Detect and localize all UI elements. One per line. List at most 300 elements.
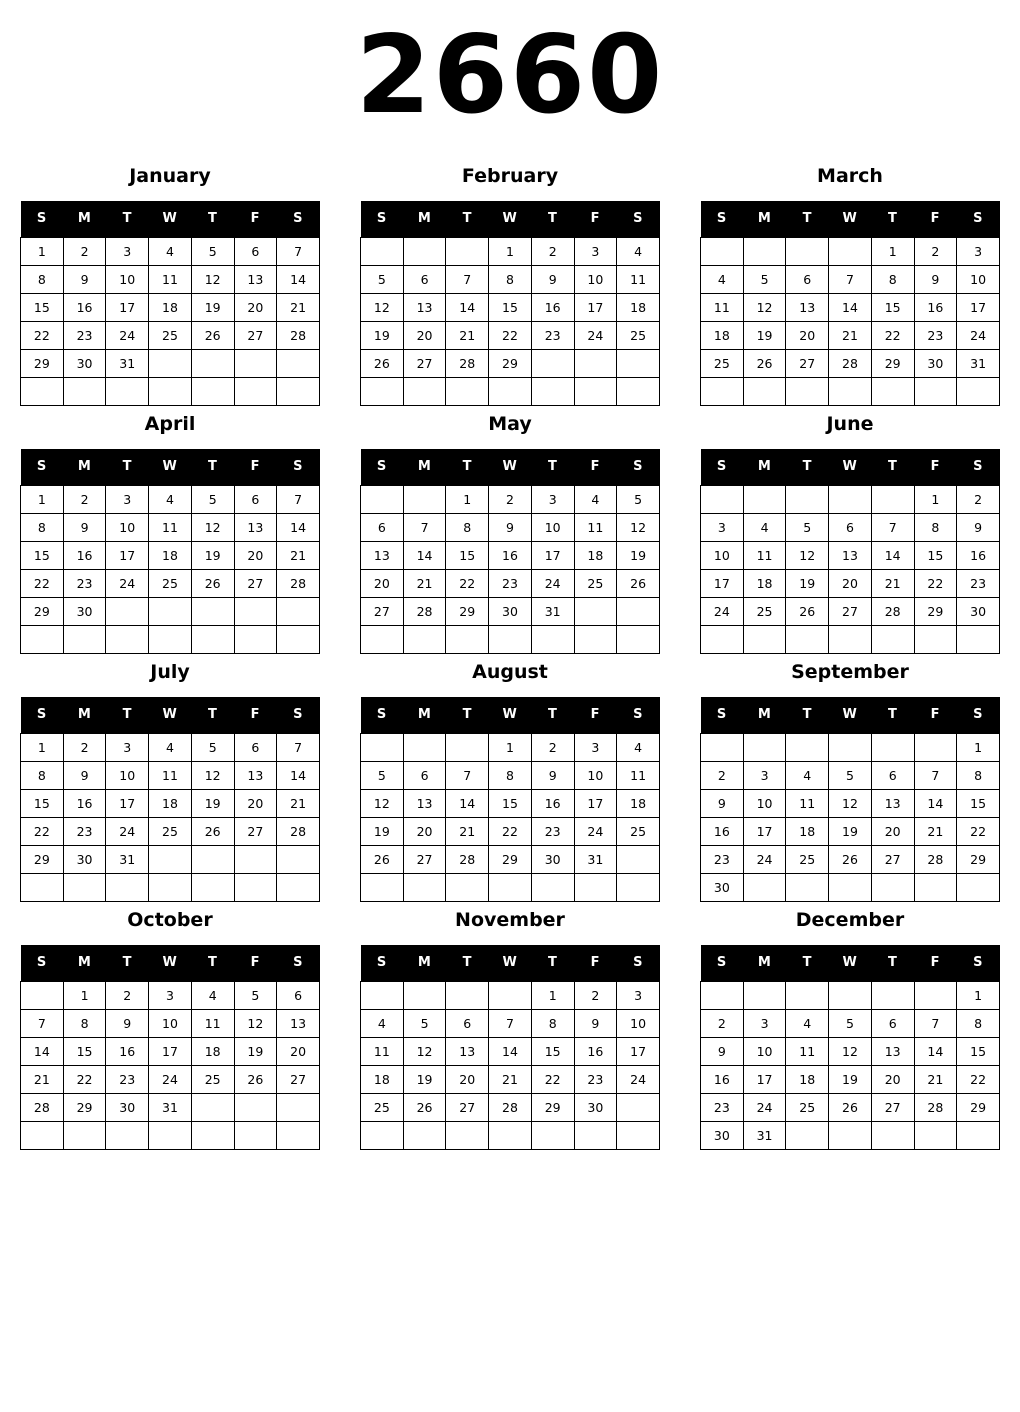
- day-cell[interactable]: 29: [21, 597, 64, 625]
- day-cell[interactable]: 18: [361, 1065, 404, 1093]
- day-cell[interactable]: 9: [531, 265, 574, 293]
- day-cell[interactable]: 12: [361, 789, 404, 817]
- day-cell[interactable]: 26: [191, 321, 234, 349]
- day-cell[interactable]: 8: [21, 761, 64, 789]
- day-cell[interactable]: 5: [786, 513, 829, 541]
- day-cell[interactable]: 17: [574, 789, 617, 817]
- day-cell[interactable]: 11: [617, 265, 660, 293]
- day-cell[interactable]: 5: [361, 265, 404, 293]
- day-cell[interactable]: 25: [149, 817, 192, 845]
- day-cell[interactable]: 24: [574, 817, 617, 845]
- day-cell[interactable]: 24: [743, 1093, 786, 1121]
- day-cell[interactable]: 24: [106, 569, 149, 597]
- day-cell[interactable]: 17: [743, 817, 786, 845]
- day-cell[interactable]: 4: [701, 265, 744, 293]
- day-cell[interactable]: 18: [786, 817, 829, 845]
- day-cell[interactable]: 25: [786, 845, 829, 873]
- day-cell[interactable]: 24: [531, 569, 574, 597]
- day-cell[interactable]: 20: [871, 1065, 914, 1093]
- day-cell[interactable]: 6: [446, 1009, 489, 1037]
- day-cell[interactable]: 21: [277, 789, 320, 817]
- day-cell[interactable]: 6: [234, 485, 277, 513]
- day-cell[interactable]: 11: [361, 1037, 404, 1065]
- day-cell[interactable]: 8: [21, 513, 64, 541]
- day-cell[interactable]: 17: [617, 1037, 660, 1065]
- day-cell[interactable]: 7: [871, 513, 914, 541]
- day-cell[interactable]: 8: [21, 265, 64, 293]
- day-cell[interactable]: 10: [149, 1009, 192, 1037]
- day-cell[interactable]: 30: [63, 845, 106, 873]
- day-cell[interactable]: 10: [106, 265, 149, 293]
- day-cell[interactable]: 23: [63, 569, 106, 597]
- day-cell[interactable]: 3: [743, 761, 786, 789]
- day-cell[interactable]: 1: [957, 733, 1000, 761]
- day-cell[interactable]: 17: [106, 541, 149, 569]
- day-cell[interactable]: 21: [21, 1065, 64, 1093]
- day-cell[interactable]: 23: [957, 569, 1000, 597]
- day-cell[interactable]: 5: [403, 1009, 446, 1037]
- day-cell[interactable]: 16: [106, 1037, 149, 1065]
- day-cell[interactable]: 19: [191, 541, 234, 569]
- day-cell[interactable]: 5: [743, 265, 786, 293]
- day-cell[interactable]: 12: [191, 513, 234, 541]
- day-cell[interactable]: 5: [361, 761, 404, 789]
- day-cell[interactable]: 6: [786, 265, 829, 293]
- day-cell[interactable]: 29: [489, 845, 532, 873]
- day-cell[interactable]: 28: [446, 349, 489, 377]
- day-cell[interactable]: 14: [277, 265, 320, 293]
- day-cell[interactable]: 14: [489, 1037, 532, 1065]
- day-cell[interactable]: 4: [361, 1009, 404, 1037]
- day-cell[interactable]: 3: [701, 513, 744, 541]
- day-cell[interactable]: 9: [574, 1009, 617, 1037]
- day-cell[interactable]: 12: [361, 293, 404, 321]
- day-cell[interactable]: 20: [829, 569, 872, 597]
- day-cell[interactable]: 17: [701, 569, 744, 597]
- day-cell[interactable]: 3: [106, 237, 149, 265]
- day-cell[interactable]: 29: [21, 349, 64, 377]
- day-cell[interactable]: 30: [63, 597, 106, 625]
- day-cell[interactable]: 13: [361, 541, 404, 569]
- day-cell[interactable]: 3: [149, 981, 192, 1009]
- day-cell[interactable]: 26: [617, 569, 660, 597]
- day-cell[interactable]: 11: [191, 1009, 234, 1037]
- day-cell[interactable]: 29: [489, 349, 532, 377]
- day-cell[interactable]: 9: [489, 513, 532, 541]
- day-cell[interactable]: 26: [403, 1093, 446, 1121]
- day-cell[interactable]: 13: [871, 789, 914, 817]
- day-cell[interactable]: 8: [489, 761, 532, 789]
- day-cell[interactable]: 1: [871, 237, 914, 265]
- day-cell[interactable]: 30: [531, 845, 574, 873]
- day-cell[interactable]: 20: [234, 293, 277, 321]
- day-cell[interactable]: 7: [489, 1009, 532, 1037]
- day-cell[interactable]: 26: [191, 569, 234, 597]
- day-cell[interactable]: 11: [701, 293, 744, 321]
- day-cell[interactable]: 10: [701, 541, 744, 569]
- day-cell[interactable]: 27: [871, 1093, 914, 1121]
- day-cell[interactable]: 6: [403, 761, 446, 789]
- day-cell[interactable]: 8: [957, 761, 1000, 789]
- day-cell[interactable]: 10: [574, 265, 617, 293]
- day-cell[interactable]: 20: [277, 1037, 320, 1065]
- day-cell[interactable]: 2: [574, 981, 617, 1009]
- day-cell[interactable]: 23: [489, 569, 532, 597]
- day-cell[interactable]: 26: [191, 817, 234, 845]
- day-cell[interactable]: 3: [574, 733, 617, 761]
- day-cell[interactable]: 11: [149, 761, 192, 789]
- day-cell[interactable]: 22: [957, 817, 1000, 845]
- day-cell[interactable]: 8: [489, 265, 532, 293]
- day-cell[interactable]: 16: [701, 1065, 744, 1093]
- day-cell[interactable]: 21: [914, 1065, 957, 1093]
- day-cell[interactable]: 10: [743, 789, 786, 817]
- day-cell[interactable]: 5: [234, 981, 277, 1009]
- day-cell[interactable]: 22: [489, 817, 532, 845]
- day-cell[interactable]: 26: [786, 597, 829, 625]
- day-cell[interactable]: 23: [531, 817, 574, 845]
- day-cell[interactable]: 14: [871, 541, 914, 569]
- day-cell[interactable]: 8: [957, 1009, 1000, 1037]
- day-cell[interactable]: 7: [277, 485, 320, 513]
- day-cell[interactable]: 14: [277, 761, 320, 789]
- day-cell[interactable]: 15: [489, 293, 532, 321]
- day-cell[interactable]: 5: [191, 237, 234, 265]
- day-cell[interactable]: 18: [617, 293, 660, 321]
- day-cell[interactable]: 26: [234, 1065, 277, 1093]
- day-cell[interactable]: 7: [446, 761, 489, 789]
- day-cell[interactable]: 6: [871, 1009, 914, 1037]
- day-cell[interactable]: 2: [701, 1009, 744, 1037]
- day-cell[interactable]: 22: [21, 321, 64, 349]
- day-cell[interactable]: 1: [21, 237, 64, 265]
- day-cell[interactable]: 10: [617, 1009, 660, 1037]
- day-cell[interactable]: 12: [234, 1009, 277, 1037]
- day-cell[interactable]: 28: [277, 569, 320, 597]
- day-cell[interactable]: 16: [957, 541, 1000, 569]
- day-cell[interactable]: 20: [871, 817, 914, 845]
- day-cell[interactable]: 24: [574, 321, 617, 349]
- day-cell[interactable]: 12: [829, 789, 872, 817]
- day-cell[interactable]: 19: [786, 569, 829, 597]
- day-cell[interactable]: 21: [403, 569, 446, 597]
- day-cell[interactable]: 12: [743, 293, 786, 321]
- day-cell[interactable]: 13: [446, 1037, 489, 1065]
- day-cell[interactable]: 7: [829, 265, 872, 293]
- day-cell[interactable]: 19: [361, 817, 404, 845]
- day-cell[interactable]: 27: [234, 569, 277, 597]
- day-cell[interactable]: 22: [531, 1065, 574, 1093]
- day-cell[interactable]: 4: [617, 237, 660, 265]
- day-cell[interactable]: 28: [277, 817, 320, 845]
- day-cell[interactable]: 27: [361, 597, 404, 625]
- day-cell[interactable]: 30: [106, 1093, 149, 1121]
- day-cell[interactable]: 15: [446, 541, 489, 569]
- day-cell[interactable]: 8: [871, 265, 914, 293]
- day-cell[interactable]: 13: [234, 265, 277, 293]
- day-cell[interactable]: 4: [743, 513, 786, 541]
- day-cell[interactable]: 8: [446, 513, 489, 541]
- day-cell[interactable]: 1: [489, 237, 532, 265]
- day-cell[interactable]: 30: [914, 349, 957, 377]
- day-cell[interactable]: 30: [701, 873, 744, 901]
- day-cell[interactable]: 23: [106, 1065, 149, 1093]
- day-cell[interactable]: 19: [191, 293, 234, 321]
- day-cell[interactable]: 14: [914, 1037, 957, 1065]
- day-cell[interactable]: 11: [786, 789, 829, 817]
- day-cell[interactable]: 7: [277, 733, 320, 761]
- day-cell[interactable]: 7: [277, 237, 320, 265]
- day-cell[interactable]: 8: [63, 1009, 106, 1037]
- day-cell[interactable]: 12: [191, 761, 234, 789]
- day-cell[interactable]: 13: [871, 1037, 914, 1065]
- day-cell[interactable]: 21: [871, 569, 914, 597]
- day-cell[interactable]: 23: [914, 321, 957, 349]
- day-cell[interactable]: 24: [149, 1065, 192, 1093]
- day-cell[interactable]: 1: [914, 485, 957, 513]
- day-cell[interactable]: 28: [914, 845, 957, 873]
- day-cell[interactable]: 1: [21, 485, 64, 513]
- day-cell[interactable]: 9: [914, 265, 957, 293]
- day-cell[interactable]: 16: [489, 541, 532, 569]
- day-cell[interactable]: 18: [149, 789, 192, 817]
- day-cell[interactable]: 4: [617, 733, 660, 761]
- day-cell[interactable]: 2: [914, 237, 957, 265]
- day-cell[interactable]: 28: [829, 349, 872, 377]
- day-cell[interactable]: 11: [149, 265, 192, 293]
- day-cell[interactable]: 25: [701, 349, 744, 377]
- day-cell[interactable]: 9: [106, 1009, 149, 1037]
- day-cell[interactable]: 30: [957, 597, 1000, 625]
- day-cell[interactable]: 29: [957, 845, 1000, 873]
- day-cell[interactable]: 19: [743, 321, 786, 349]
- day-cell[interactable]: 11: [786, 1037, 829, 1065]
- day-cell[interactable]: 30: [701, 1121, 744, 1149]
- day-cell[interactable]: 18: [149, 541, 192, 569]
- day-cell[interactable]: 9: [63, 761, 106, 789]
- day-cell[interactable]: 30: [63, 349, 106, 377]
- day-cell[interactable]: 21: [446, 817, 489, 845]
- day-cell[interactable]: 16: [531, 789, 574, 817]
- day-cell[interactable]: 21: [277, 293, 320, 321]
- day-cell[interactable]: 3: [531, 485, 574, 513]
- day-cell[interactable]: 14: [446, 789, 489, 817]
- day-cell[interactable]: 14: [914, 789, 957, 817]
- day-cell[interactable]: 19: [829, 817, 872, 845]
- day-cell[interactable]: 3: [617, 981, 660, 1009]
- day-cell[interactable]: 23: [63, 817, 106, 845]
- day-cell[interactable]: 23: [701, 1093, 744, 1121]
- day-cell[interactable]: 25: [361, 1093, 404, 1121]
- day-cell[interactable]: 26: [829, 845, 872, 873]
- day-cell[interactable]: 25: [743, 597, 786, 625]
- day-cell[interactable]: 6: [871, 761, 914, 789]
- day-cell[interactable]: 1: [63, 981, 106, 1009]
- day-cell[interactable]: 13: [403, 789, 446, 817]
- day-cell[interactable]: 4: [191, 981, 234, 1009]
- day-cell[interactable]: 15: [21, 789, 64, 817]
- day-cell[interactable]: 15: [957, 1037, 1000, 1065]
- day-cell[interactable]: 15: [489, 789, 532, 817]
- day-cell[interactable]: 15: [871, 293, 914, 321]
- day-cell[interactable]: 6: [361, 513, 404, 541]
- day-cell[interactable]: 29: [914, 597, 957, 625]
- day-cell[interactable]: 20: [403, 321, 446, 349]
- day-cell[interactable]: 20: [786, 321, 829, 349]
- day-cell[interactable]: 13: [234, 513, 277, 541]
- day-cell[interactable]: 15: [914, 541, 957, 569]
- day-cell[interactable]: 26: [743, 349, 786, 377]
- day-cell[interactable]: 23: [63, 321, 106, 349]
- day-cell[interactable]: 7: [914, 1009, 957, 1037]
- day-cell[interactable]: 31: [531, 597, 574, 625]
- day-cell[interactable]: 1: [531, 981, 574, 1009]
- day-cell[interactable]: 15: [21, 541, 64, 569]
- day-cell[interactable]: 20: [446, 1065, 489, 1093]
- day-cell[interactable]: 28: [871, 597, 914, 625]
- day-cell[interactable]: 5: [829, 761, 872, 789]
- day-cell[interactable]: 16: [531, 293, 574, 321]
- day-cell[interactable]: 10: [106, 761, 149, 789]
- day-cell[interactable]: 20: [234, 789, 277, 817]
- day-cell[interactable]: 29: [21, 845, 64, 873]
- day-cell[interactable]: 25: [574, 569, 617, 597]
- day-cell[interactable]: 26: [361, 349, 404, 377]
- day-cell[interactable]: 2: [957, 485, 1000, 513]
- day-cell[interactable]: 30: [489, 597, 532, 625]
- day-cell[interactable]: 16: [914, 293, 957, 321]
- day-cell[interactable]: 1: [21, 733, 64, 761]
- day-cell[interactable]: 3: [574, 237, 617, 265]
- day-cell[interactable]: 19: [829, 1065, 872, 1093]
- day-cell[interactable]: 25: [149, 569, 192, 597]
- day-cell[interactable]: 24: [957, 321, 1000, 349]
- day-cell[interactable]: 29: [446, 597, 489, 625]
- day-cell[interactable]: 24: [743, 845, 786, 873]
- day-cell[interactable]: 24: [106, 817, 149, 845]
- day-cell[interactable]: 25: [786, 1093, 829, 1121]
- day-cell[interactable]: 19: [234, 1037, 277, 1065]
- day-cell[interactable]: 9: [957, 513, 1000, 541]
- day-cell[interactable]: 17: [106, 293, 149, 321]
- day-cell[interactable]: 16: [701, 817, 744, 845]
- day-cell[interactable]: 9: [63, 513, 106, 541]
- day-cell[interactable]: 25: [617, 321, 660, 349]
- day-cell[interactable]: 1: [489, 733, 532, 761]
- day-cell[interactable]: 27: [786, 349, 829, 377]
- day-cell[interactable]: 22: [957, 1065, 1000, 1093]
- day-cell[interactable]: 23: [701, 845, 744, 873]
- day-cell[interactable]: 21: [277, 541, 320, 569]
- day-cell[interactable]: 10: [574, 761, 617, 789]
- day-cell[interactable]: 17: [106, 789, 149, 817]
- day-cell[interactable]: 6: [234, 237, 277, 265]
- day-cell[interactable]: 15: [531, 1037, 574, 1065]
- day-cell[interactable]: 25: [617, 817, 660, 845]
- day-cell[interactable]: 12: [617, 513, 660, 541]
- day-cell[interactable]: 17: [957, 293, 1000, 321]
- day-cell[interactable]: 9: [531, 761, 574, 789]
- day-cell[interactable]: 23: [531, 321, 574, 349]
- day-cell[interactable]: 18: [786, 1065, 829, 1093]
- day-cell[interactable]: 2: [63, 237, 106, 265]
- day-cell[interactable]: 29: [871, 349, 914, 377]
- day-cell[interactable]: 29: [63, 1093, 106, 1121]
- day-cell[interactable]: 12: [403, 1037, 446, 1065]
- day-cell[interactable]: 13: [786, 293, 829, 321]
- day-cell[interactable]: 19: [361, 321, 404, 349]
- day-cell[interactable]: 13: [403, 293, 446, 321]
- day-cell[interactable]: 24: [617, 1065, 660, 1093]
- day-cell[interactable]: 22: [871, 321, 914, 349]
- day-cell[interactable]: 20: [361, 569, 404, 597]
- day-cell[interactable]: 4: [149, 485, 192, 513]
- day-cell[interactable]: 6: [277, 981, 320, 1009]
- day-cell[interactable]: 12: [829, 1037, 872, 1065]
- day-cell[interactable]: 29: [957, 1093, 1000, 1121]
- day-cell[interactable]: 3: [957, 237, 1000, 265]
- day-cell[interactable]: 5: [829, 1009, 872, 1037]
- day-cell[interactable]: 13: [829, 541, 872, 569]
- day-cell[interactable]: 24: [701, 597, 744, 625]
- day-cell[interactable]: 6: [234, 733, 277, 761]
- day-cell[interactable]: 9: [701, 789, 744, 817]
- day-cell[interactable]: 9: [701, 1037, 744, 1065]
- day-cell[interactable]: 2: [531, 733, 574, 761]
- day-cell[interactable]: 11: [149, 513, 192, 541]
- day-cell[interactable]: 27: [277, 1065, 320, 1093]
- day-cell[interactable]: 10: [531, 513, 574, 541]
- day-cell[interactable]: 31: [106, 349, 149, 377]
- day-cell[interactable]: 5: [191, 485, 234, 513]
- day-cell[interactable]: 31: [957, 349, 1000, 377]
- day-cell[interactable]: 18: [149, 293, 192, 321]
- day-cell[interactable]: 11: [574, 513, 617, 541]
- day-cell[interactable]: 7: [914, 761, 957, 789]
- day-cell[interactable]: 4: [786, 761, 829, 789]
- day-cell[interactable]: 18: [574, 541, 617, 569]
- day-cell[interactable]: 17: [149, 1037, 192, 1065]
- day-cell[interactable]: 21: [446, 321, 489, 349]
- day-cell[interactable]: 25: [191, 1065, 234, 1093]
- day-cell[interactable]: 14: [277, 513, 320, 541]
- day-cell[interactable]: 31: [106, 845, 149, 873]
- day-cell[interactable]: 27: [446, 1093, 489, 1121]
- day-cell[interactable]: 13: [277, 1009, 320, 1037]
- day-cell[interactable]: 31: [574, 845, 617, 873]
- day-cell[interactable]: 4: [786, 1009, 829, 1037]
- day-cell[interactable]: 1: [957, 981, 1000, 1009]
- day-cell[interactable]: 27: [403, 349, 446, 377]
- day-cell[interactable]: 24: [106, 321, 149, 349]
- day-cell[interactable]: 8: [531, 1009, 574, 1037]
- day-cell[interactable]: 18: [191, 1037, 234, 1065]
- day-cell[interactable]: 7: [403, 513, 446, 541]
- day-cell[interactable]: 14: [829, 293, 872, 321]
- day-cell[interactable]: 14: [446, 293, 489, 321]
- day-cell[interactable]: 6: [403, 265, 446, 293]
- day-cell[interactable]: 7: [446, 265, 489, 293]
- day-cell[interactable]: 31: [743, 1121, 786, 1149]
- day-cell[interactable]: 3: [106, 485, 149, 513]
- day-cell[interactable]: 11: [617, 761, 660, 789]
- day-cell[interactable]: 12: [786, 541, 829, 569]
- day-cell[interactable]: 17: [574, 293, 617, 321]
- day-cell[interactable]: 5: [617, 485, 660, 513]
- day-cell[interactable]: 16: [574, 1037, 617, 1065]
- day-cell[interactable]: 2: [531, 237, 574, 265]
- day-cell[interactable]: 22: [21, 569, 64, 597]
